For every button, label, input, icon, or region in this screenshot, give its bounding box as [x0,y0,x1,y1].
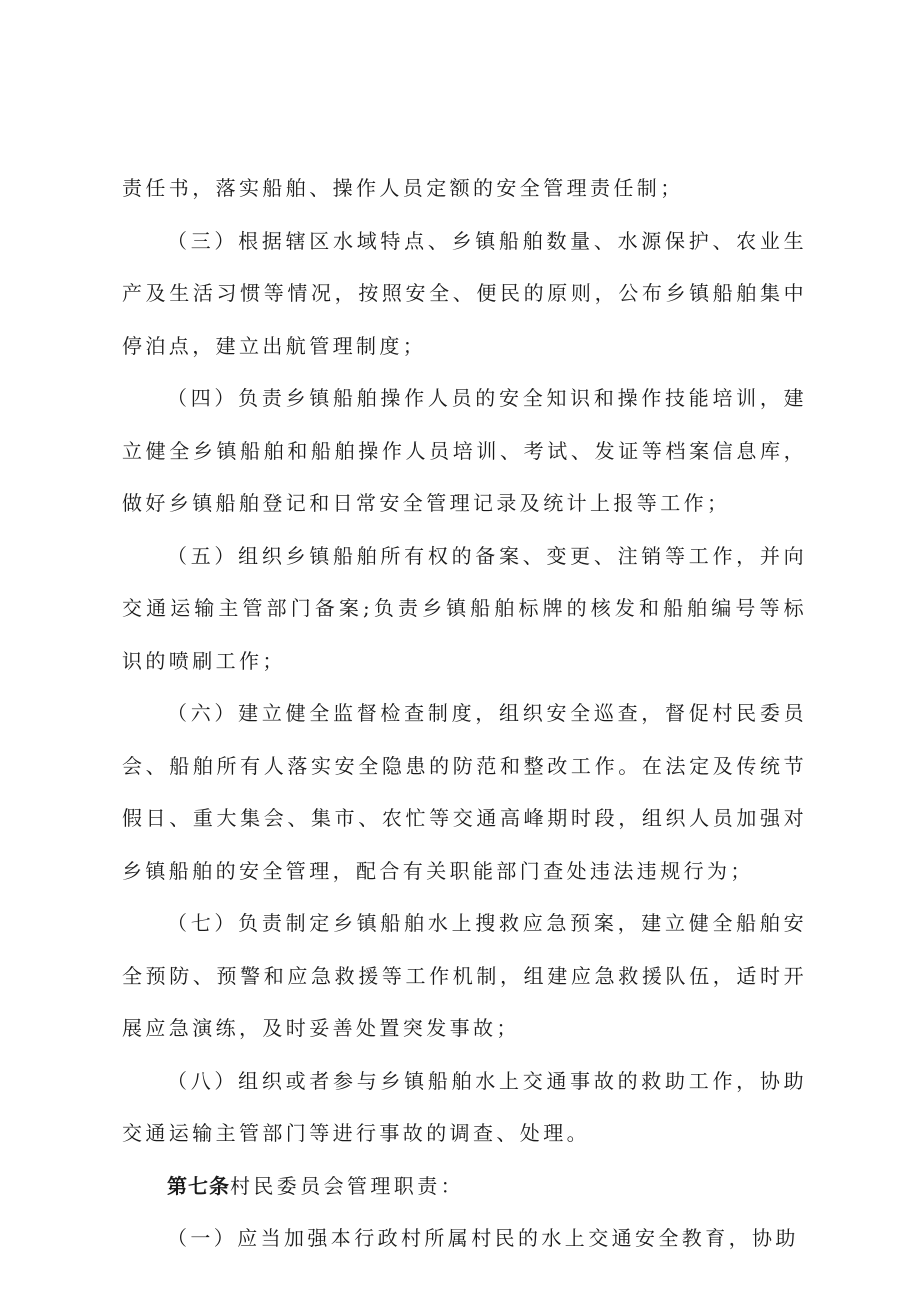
document-body [122,162,807,1265]
article-title: 村民委员会管理职责： [230,1173,464,1198]
paragraph-item-8: （八）组织或者参与乡镇船舶水上交通事故的救助工作，协助交通运输主管部门等进行事故的调查、处理。 [122,1068,807,1145]
paragraph-item-7: （七）负责制定乡镇船舶水上搜救应急预案，建立健全船舶安全预防、预警和应急救援等工作机制，组建应急救援队伍，适时开展应急演练，及时妥善处置突发事故； [122,911,807,1040]
article-number: 第七条 [167,1173,230,1198]
paragraph-article7-item-1: （一）应当加强本行政村所属村民的水上交通安全教育，协助 [167,1226,799,1250]
paragraph-item-6: （六）建立健全监督检查制度，组织安全巡查，督促村民委员会、船舶所有人落实安全隐患的防范和整改工作。在法定及传统节假日、重大集会、集市、农忙等交通高峰期时段，组织人员加强对乡镇船舶的安全管理，配合有关职能部门查处违法违规行为； [122,701,807,883]
paragraph-item-4: （四）负责乡镇船舶操作人员的安全知识和操作技能培训，建立健全乡镇船舶和船舶操作人员培训、考试、发证等档案信息库，做好乡镇船舶登记和日常安全管理记录及统计上报等工作； [122,386,807,515]
paragraph-item-3: （三）根据辖区水域特点、乡镇船舶数量、水源保护、农业生产及生活习惯等情况，按照安全、便民的原则，公布乡镇船舶集中停泊点，建立出航管理制度； [122,228,807,358]
paragraph-continuation: 责任书，落实船舶、操作人员定额的安全管理责任制； [122,176,684,200]
paragraph-item-5: （五）组织乡镇船舶所有权的备案、变更、注销等工作，并向交通运输主管部门备案;负责乡镇船舶标牌的核发和船舶编号等标识的喷刷工作； [122,543,807,673]
article-7-heading [122,1160,807,1213]
